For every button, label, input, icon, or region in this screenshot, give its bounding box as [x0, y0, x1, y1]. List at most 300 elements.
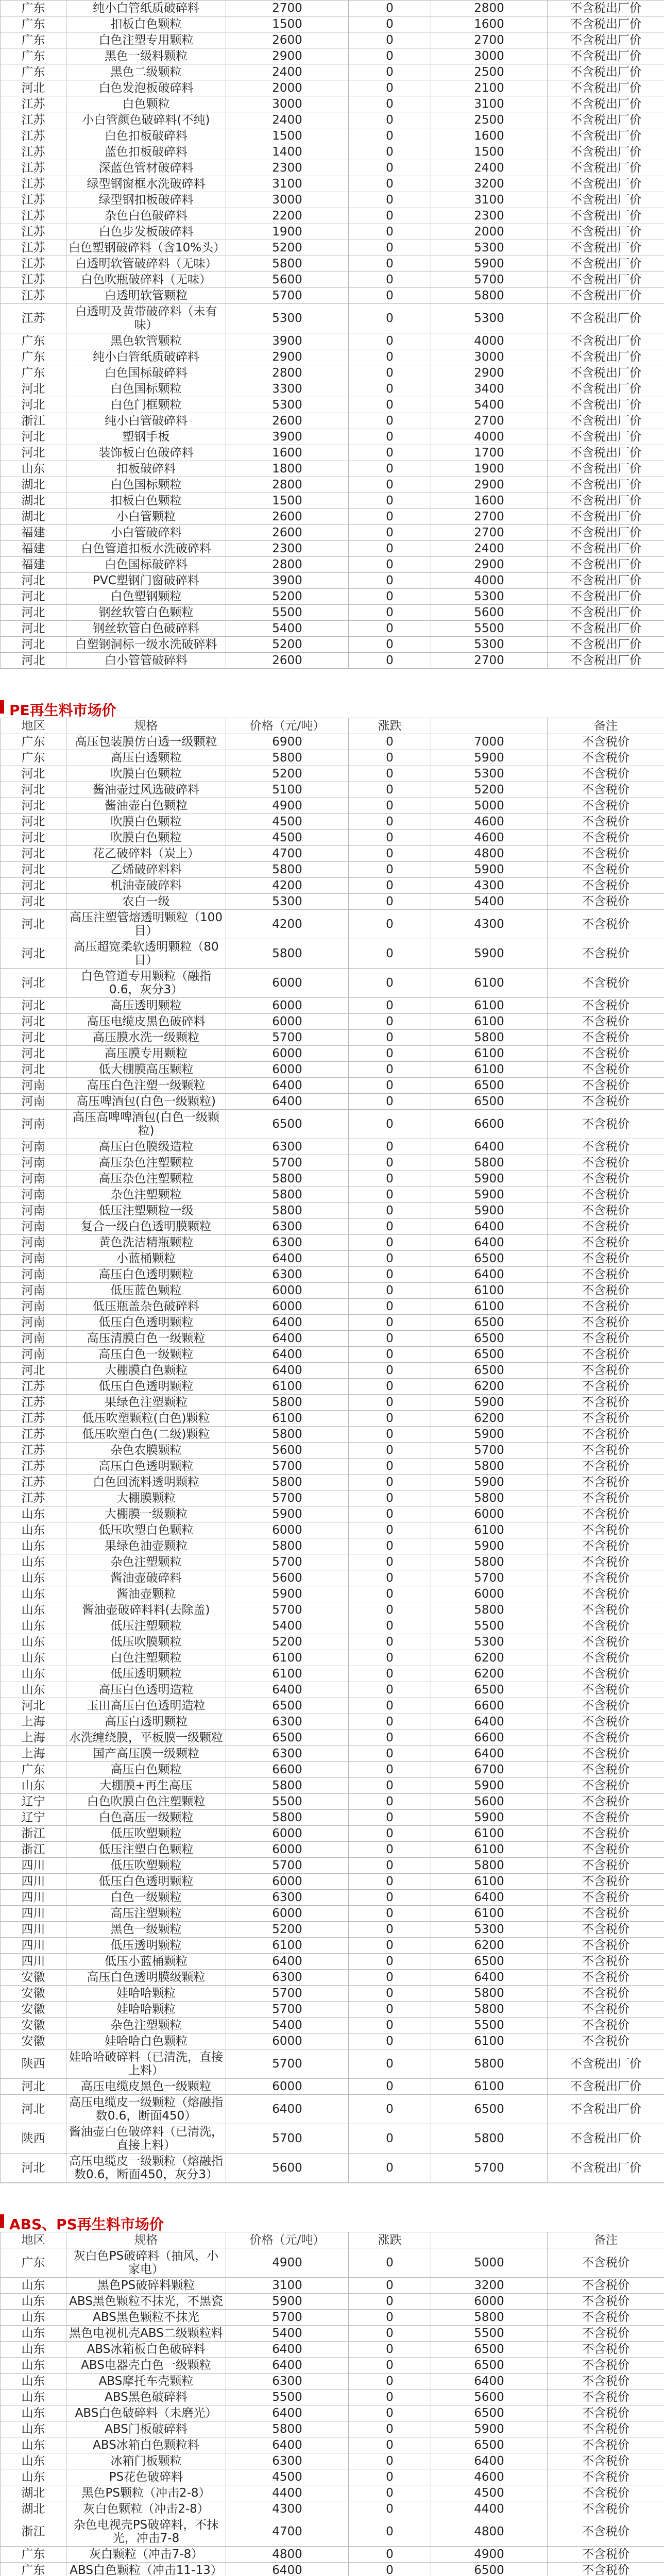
cell-price-b: 5300 [431, 304, 548, 333]
table-row [1, 1602, 664, 1618]
cell-price: 1800 [226, 461, 349, 477]
cell-note: 不含税价 [548, 1682, 664, 1698]
cell-spec: 黑色一级颗粒 [66, 1922, 226, 1938]
cell-note: 不含税价 [548, 1459, 664, 1475]
cell-price: 5800 [226, 1171, 349, 1187]
cell-spec: 高压清膜白色一级颗粒 [66, 1331, 226, 1347]
cell-price: 6000 [226, 1283, 349, 1299]
cell-region: 江苏 [1, 96, 66, 112]
cell-spec: 白色吹瓶破碎料（无味） [66, 272, 226, 288]
cell-spec: ABS电器壳白色一级颗粒 [66, 2358, 226, 2374]
cell-spec: 白透明软管颗粒 [66, 288, 226, 304]
cell-price: 2800 [226, 477, 349, 493]
cell-note: 不含税出厂价 [548, 1, 664, 16]
cell-note: 不含税出厂价 [548, 573, 664, 589]
cell-price-b: 5900 [431, 1203, 548, 1219]
cell-spec: 果绿色油壶颗粒 [66, 1538, 226, 1554]
cell-spec: 娃哈哈白色颗粒 [66, 2033, 226, 2049]
table-row [1, 1235, 664, 1251]
cell-price: 5700 [226, 2124, 349, 2154]
cell-change: 0 [349, 429, 431, 445]
section-header-abs [0, 2183, 664, 2232]
cell-spec: 娃哈哈破碎料（已清洗，直接上料） [66, 2049, 226, 2079]
column-header: 地区 [1, 2232, 66, 2248]
cell-price-b: 5900 [431, 1395, 548, 1411]
cell-price-b: 6400 [431, 1219, 548, 1235]
cell-note: 不含税出厂价 [548, 381, 664, 397]
cell-price-b: 5800 [431, 1459, 548, 1475]
table-row [1, 1714, 664, 1730]
cell-price: 2200 [226, 208, 349, 224]
cell-note: 不含税价 [548, 2294, 664, 2310]
cell-price: 3000 [226, 192, 349, 208]
cell-region: 河南 [1, 1251, 66, 1267]
cell-price-b: 5500 [431, 2018, 548, 2033]
cell-price: 6300 [226, 1235, 349, 1251]
table-row [1, 782, 664, 798]
cell-price: 5400 [226, 2326, 349, 2342]
cell-note: 不含税出厂价 [548, 48, 664, 64]
cell-region: 山东 [1, 1554, 66, 1570]
cell-price: 3900 [226, 333, 349, 349]
cell-price-b: 6700 [431, 1762, 548, 1778]
table-row [1, 461, 664, 477]
cell-note: 不含税价 [548, 1187, 664, 1203]
cell-region: 安徽 [1, 1986, 66, 2002]
cell-region: 江苏 [1, 192, 66, 208]
cell-region: 江苏 [1, 1395, 66, 1411]
cell-change: 0 [349, 734, 431, 750]
cell-price: 6400 [226, 1347, 349, 1363]
cell-price-b: 5300 [431, 637, 548, 653]
cell-price: 6300 [226, 1139, 349, 1155]
cell-price-b: 6000 [431, 1586, 548, 1602]
table-row [1, 1618, 664, 1634]
cell-price: 6500 [226, 1698, 349, 1714]
cell-note: 不含税出厂价 [548, 653, 664, 669]
cell-note: 不含税价 [548, 2547, 664, 2563]
cell-price-b: 6600 [431, 1698, 548, 1714]
cell-change: 0 [349, 2248, 431, 2278]
table-row [1, 96, 664, 112]
cell-spec: 国产高压膜一级颗粒 [66, 1746, 226, 1762]
cell-price-b: 3000 [431, 349, 548, 365]
section-title-pe: PE再生料市场价 [9, 702, 116, 719]
cell-price-b: 5900 [431, 1810, 548, 1826]
cell-price: 5800 [226, 1203, 349, 1219]
cell-change: 0 [349, 1187, 431, 1203]
cell-price: 3100 [226, 2278, 349, 2294]
cell-note: 不含税出厂价 [548, 208, 664, 224]
cell-spec: 高压白色透明造粒 [66, 1682, 226, 1698]
cell-price: 6000 [226, 998, 349, 1014]
cell-region: 河北 [1, 80, 66, 96]
cell-spec: 高压白色透明膜级颗粒 [66, 1970, 226, 1986]
cell-spec: 黑色电视机壳ABS二级颗粒料 [66, 2326, 226, 2342]
cell-price: 5600 [226, 1570, 349, 1586]
cell-region: 河北 [1, 798, 66, 814]
cell-spec: 高压白色颗粒 [66, 1762, 226, 1778]
cell-change: 0 [349, 1331, 431, 1347]
cell-note: 不含税出厂价 [548, 477, 664, 493]
cell-note: 不含税价 [548, 862, 664, 878]
cell-note: 不含税出厂价 [548, 461, 664, 477]
cell-region: 河南 [1, 1315, 66, 1331]
cell-change: 0 [349, 2389, 431, 2405]
table-row [1, 2421, 664, 2437]
cell-spec: 高压白透明颗粒 [66, 1714, 226, 1730]
cell-price: 5700 [226, 1554, 349, 1570]
cell-price-b: 5800 [431, 2049, 548, 2079]
cell-region: 河北 [1, 782, 66, 798]
cell-change: 0 [349, 160, 431, 176]
cell-note: 不含税价 [548, 1155, 664, 1171]
cell-change: 0 [349, 1347, 431, 1363]
cell-spec: 高压杂色注塑颗粒 [66, 1171, 226, 1187]
cell-price-b: 5900 [431, 1778, 548, 1794]
cell-change: 0 [349, 1874, 431, 1890]
cell-region: 河南 [1, 1299, 66, 1315]
cell-price: 4700 [226, 2517, 349, 2547]
cell-region: 河北 [1, 621, 66, 637]
cell-price-b: 2700 [431, 32, 548, 48]
cell-change: 0 [349, 573, 431, 589]
cell-spec: 高压高啤啤酒包(白色一级颗粒) [66, 1110, 226, 1139]
table-row [1, 112, 664, 128]
cell-price: 6300 [226, 1890, 349, 1906]
cell-price-b: 2900 [431, 557, 548, 573]
cell-change: 0 [349, 1970, 431, 1986]
cell-change: 0 [349, 1506, 431, 1522]
cell-note: 不含税价 [548, 939, 664, 969]
cell-spec: 高压电缆皮黑色破碎料 [66, 1014, 226, 1030]
table-row [1, 240, 664, 256]
table-row [1, 1251, 664, 1267]
cell-change: 0 [349, 2294, 431, 2310]
table-row [1, 1554, 664, 1570]
cell-price: 5300 [226, 894, 349, 910]
table-row [1, 1778, 664, 1794]
cell-price: 6100 [226, 1666, 349, 1682]
cell-region: 陕西 [1, 2124, 66, 2154]
cell-change: 0 [349, 413, 431, 429]
cell-price-b: 6500 [431, 1682, 548, 1698]
table-row [1, 208, 664, 224]
cell-spec: 杂色白色破碎料 [66, 208, 226, 224]
cell-spec: PS花色破碎料 [66, 2469, 226, 2485]
cell-price: 6400 [226, 1094, 349, 1110]
cell-spec: 娃哈哈颗粒 [66, 2002, 226, 2018]
cell-region: 山东 [1, 1570, 66, 1586]
cell-price-b: 2400 [431, 541, 548, 557]
cell-price-b: 1600 [431, 128, 548, 144]
cell-change: 0 [349, 1219, 431, 1235]
cell-price-b: 6500 [431, 2358, 548, 2374]
cell-change: 0 [349, 1746, 431, 1762]
cell-change: 0 [349, 2563, 431, 2576]
cell-spec: 白小管管破碎料 [66, 653, 226, 669]
cell-price-b: 5600 [431, 2389, 548, 2405]
cell-price: 6400 [226, 1682, 349, 1698]
cell-note: 不含税价 [548, 1110, 664, 1139]
cell-note: 不含税价 [548, 1554, 664, 1570]
cell-price: 4900 [226, 798, 349, 814]
cell-spec: 黄色洗洁精瓶颗粒 [66, 1235, 226, 1251]
table-row [1, 2079, 664, 2095]
cell-price-b: 1600 [431, 16, 548, 32]
cell-price: 6100 [226, 1411, 349, 1427]
cell-price: 2600 [226, 525, 349, 541]
cell-change: 0 [349, 1730, 431, 1746]
cell-region: 江苏 [1, 224, 66, 240]
cell-price: 1400 [226, 144, 349, 160]
cell-note: 不含税价 [548, 1235, 664, 1251]
cell-price: 2900 [226, 349, 349, 365]
cell-note: 不含税价 [548, 1778, 664, 1794]
cell-note: 不含税价 [548, 1219, 664, 1235]
cell-price-b: 3000 [431, 48, 548, 64]
cell-price: 6500 [226, 1730, 349, 1746]
cell-region: 河南 [1, 1171, 66, 1187]
table-row [1, 1922, 664, 1938]
table-row [1, 1858, 664, 1874]
table-row [1, 509, 664, 525]
cell-spec: 冰箱门板颗粒 [66, 2453, 226, 2469]
cell-note: 不含税价 [548, 2342, 664, 2358]
table-row [1, 333, 664, 349]
table-header-row [1, 718, 664, 734]
cell-price: 5900 [226, 1586, 349, 1602]
cell-price: 4500 [226, 2469, 349, 2485]
cell-change: 0 [349, 750, 431, 766]
cell-price-b: 6500 [431, 2437, 548, 2453]
cell-note: 不含税价 [548, 1475, 664, 1490]
cell-change: 0 [349, 2358, 431, 2374]
cell-spec: 低压吹膜颗粒 [66, 1634, 226, 1650]
cell-change: 0 [349, 1110, 431, 1139]
table-row [1, 1938, 664, 1954]
cell-price-b: 2000 [431, 224, 548, 240]
cell-spec: 白色一级颗粒 [66, 1890, 226, 1906]
cell-note: 不含税价 [548, 1666, 664, 1682]
cell-note: 不含税价 [548, 2421, 664, 2437]
cell-change: 0 [349, 1379, 431, 1395]
cell-price: 6300 [226, 1219, 349, 1235]
cell-change: 0 [349, 541, 431, 557]
cell-region: 山东 [1, 2294, 66, 2310]
cell-price-b: 6100 [431, 1522, 548, 1538]
cell-price-b: 3100 [431, 192, 548, 208]
cell-price-b: 2900 [431, 365, 548, 381]
cell-change: 0 [349, 2374, 431, 2389]
cell-note: 不含税出厂价 [548, 589, 664, 605]
cell-change: 0 [349, 1139, 431, 1155]
cell-change: 0 [349, 208, 431, 224]
cell-change: 0 [349, 1363, 431, 1379]
cell-spec: 黑色二级颗粒 [66, 64, 226, 80]
cell-spec: 白色扣板破碎料 [66, 128, 226, 144]
cell-change: 0 [349, 1522, 431, 1538]
cell-spec: 黑色PS颗粒（冲击2-8） [66, 2485, 226, 2501]
table-row [1, 1046, 664, 1062]
cell-price: 4300 [226, 2501, 349, 2517]
cell-price: 5800 [226, 1475, 349, 1490]
cell-price-b: 4800 [431, 2517, 548, 2547]
column-header: 涨跌 [349, 2232, 431, 2248]
cell-spec: 白色管道扣板水洗破碎料 [66, 541, 226, 557]
cell-region: 浙江 [1, 2517, 66, 2547]
cell-region: 浙江 [1, 1826, 66, 1842]
cell-change: 0 [349, 272, 431, 288]
table-row [1, 2501, 664, 2517]
cell-price-b: 5500 [431, 1618, 548, 1634]
cell-region: 河北 [1, 1062, 66, 1078]
cell-note: 不含税价 [548, 969, 664, 998]
cell-price: 5700 [226, 1986, 349, 2002]
cell-price-b: 6100 [431, 1874, 548, 1890]
cell-region: 河北 [1, 846, 66, 862]
cell-change: 0 [349, 2326, 431, 2342]
cell-change: 0 [349, 2049, 431, 2079]
cell-price-b: 4600 [431, 814, 548, 830]
cell-region: 江苏 [1, 272, 66, 288]
cell-region: 山东 [1, 2421, 66, 2437]
cell-change: 0 [349, 2469, 431, 2485]
cell-region: 河南 [1, 1078, 66, 1094]
cell-price: 5700 [226, 288, 349, 304]
cell-note: 不含税价 [548, 2501, 664, 2517]
cell-region: 江苏 [1, 1443, 66, 1459]
cell-spec: 白色高压一级颗粒 [66, 1810, 226, 1826]
cell-price-b: 5800 [431, 288, 548, 304]
cell-price: 5700 [226, 2002, 349, 2018]
table-row [1, 1730, 664, 1746]
cell-price-b: 5300 [431, 240, 548, 256]
cell-region: 江苏 [1, 128, 66, 144]
cell-region: 河南 [1, 1203, 66, 1219]
cell-change: 0 [349, 509, 431, 525]
cell-price: 6500 [226, 1110, 349, 1139]
cell-change: 0 [349, 1954, 431, 1970]
cell-change: 0 [349, 1078, 431, 1094]
cell-note: 不含税价 [548, 1522, 664, 1538]
cell-price: 6400 [226, 1363, 349, 1379]
cell-price-b: 5900 [431, 939, 548, 969]
cell-price: 5800 [226, 750, 349, 766]
cell-spec: 低压吹塑颗粒(白色)颗粒 [66, 1411, 226, 1427]
cell-change: 0 [349, 64, 431, 80]
cell-spec: 酱油壶过风选破碎料 [66, 782, 226, 798]
cell-spec: 酱油壶白色颗粒 [66, 798, 226, 814]
cell-price: 2000 [226, 80, 349, 96]
cell-change: 0 [349, 798, 431, 814]
cell-change: 0 [349, 2485, 431, 2501]
table-row [1, 48, 664, 64]
cell-change: 0 [349, 1650, 431, 1666]
cell-note: 不含税价 [548, 2389, 664, 2405]
cell-price-b: 5300 [431, 1922, 548, 1938]
table-row [1, 1299, 664, 1315]
cell-price: 1900 [226, 224, 349, 240]
cell-region: 河北 [1, 2095, 66, 2124]
cell-price-b: 5900 [431, 1538, 548, 1554]
cell-region: 福建 [1, 557, 66, 573]
table-row [1, 637, 664, 653]
cell-price-b: 5800 [431, 2310, 548, 2326]
column-header [431, 2232, 548, 2248]
table-row [1, 477, 664, 493]
cell-price: 2400 [226, 64, 349, 80]
cell-price: 6400 [226, 2342, 349, 2358]
cell-change: 0 [349, 16, 431, 32]
cell-spec: 白色国标颗粒 [66, 477, 226, 493]
table-row [1, 2358, 664, 2374]
cell-region: 江苏 [1, 112, 66, 128]
cell-region: 安徽 [1, 2033, 66, 2049]
cell-region: 广东 [1, 32, 66, 48]
cell-change: 0 [349, 766, 431, 782]
cell-spec: 低压透明颗粒 [66, 1938, 226, 1954]
table-row [1, 766, 664, 782]
cell-price-b: 5000 [431, 2248, 548, 2278]
cell-price-b: 6600 [431, 1730, 548, 1746]
cell-change: 0 [349, 969, 431, 998]
cell-note: 不含税价 [548, 2033, 664, 2049]
cell-price: 5900 [226, 1506, 349, 1522]
cell-region: 广东 [1, 16, 66, 32]
cell-spec: 低压吹塑颗粒 [66, 1826, 226, 1842]
cell-note: 不含税价 [548, 1538, 664, 1554]
table-row [1, 1078, 664, 1094]
cell-change: 0 [349, 1826, 431, 1842]
cell-note: 不含税价 [548, 1283, 664, 1299]
column-header: 备注 [548, 718, 664, 734]
cell-price-b: 5800 [431, 1602, 548, 1618]
cell-note: 不含税价 [548, 2002, 664, 2018]
section-title-abs: ABS、PS再生料市场价 [9, 2216, 164, 2233]
cell-change: 0 [349, 846, 431, 862]
cell-price-b: 6500 [431, 1251, 548, 1267]
cell-region: 山东 [1, 1586, 66, 1602]
cell-note: 不含税价 [548, 1315, 664, 1331]
cell-note: 不含税价 [548, 2485, 664, 2501]
table-row [1, 365, 664, 381]
cell-note: 不含税价 [548, 910, 664, 939]
table-row [1, 1315, 664, 1331]
cell-spec: 高压啤酒包(白色一级颗粒) [66, 1094, 226, 1110]
cell-price-b: 6500 [431, 2095, 548, 2124]
column-header: 价格（元/吨） [226, 718, 349, 734]
cell-change: 0 [349, 1014, 431, 1030]
cell-region: 河北 [1, 878, 66, 894]
cell-change: 0 [349, 621, 431, 637]
cell-region: 河南 [1, 1347, 66, 1363]
table-pvc [0, 0, 664, 669]
cell-spec: 小白管破碎料 [66, 525, 226, 541]
cell-price-b: 6000 [431, 2294, 548, 2310]
cell-price: 6000 [226, 1046, 349, 1062]
cell-price-b: 6400 [431, 1235, 548, 1251]
table-row [1, 1890, 664, 1906]
cell-change: 0 [349, 304, 431, 333]
table-row [1, 814, 664, 830]
table-row [1, 910, 664, 939]
table-row [1, 798, 664, 814]
cell-change: 0 [349, 381, 431, 397]
cell-price: 5400 [226, 1618, 349, 1634]
cell-note: 不含税价 [548, 1299, 664, 1315]
cell-region: 福建 [1, 525, 66, 541]
